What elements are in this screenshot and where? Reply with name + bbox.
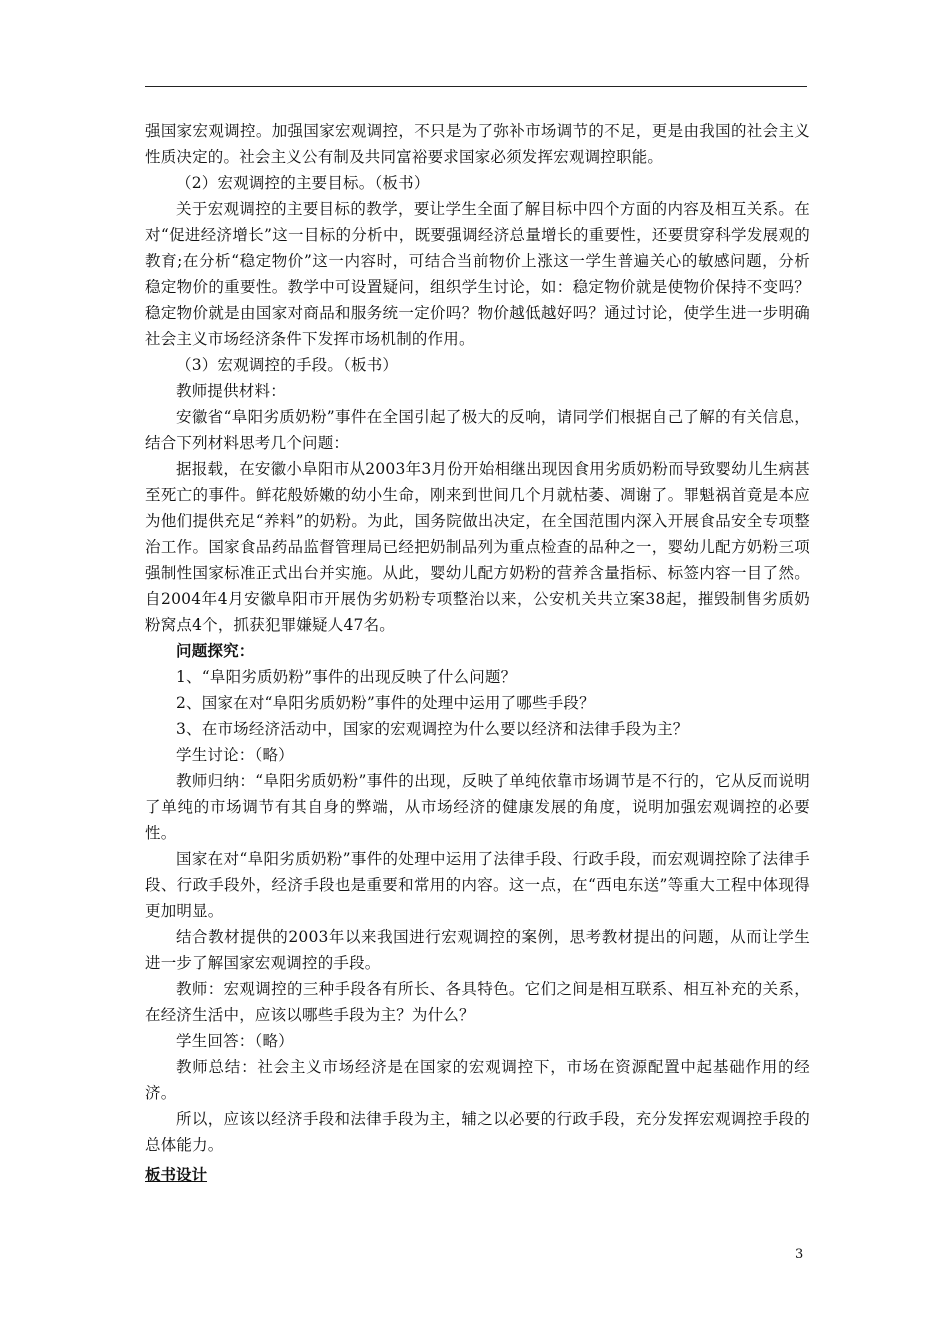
section-heading: 板书设计 xyxy=(145,1165,208,1184)
paragraph: （2）宏观调控的主要目标。（板书） xyxy=(176,174,430,192)
question-item: 3、在市场经济活动中，国家的宏观调控为什么要以经济和法律手段为主？ xyxy=(176,720,689,738)
paragraph: 强国家宏观调控。加强国家宏观调控，不只是为了弥补市场调节的不足，更是由我国的社会主义性质决定的。社会主义公有制及共同富裕要求国家必须发挥宏观调控职能。 xyxy=(145,122,810,166)
paragraph: 所以，应该以经济手段和法律手段为主，辅之以必要的行政手段，充分发挥宏观调控手段的总体能力。 xyxy=(145,1110,810,1154)
paragraph: （3）宏观调控的手段。（板书） xyxy=(176,356,399,374)
question-item: 2、国家在对“阜阳劣质奶粉”事件的处理中运用了哪些手段？ xyxy=(176,694,595,712)
paragraph: 教师总结：社会主义市场经济是在国家的宏观调控下，市场在资源配置中起基础作用的经济。 xyxy=(145,1058,810,1102)
paragraph: 教师归纳：“阜阳劣质奶粉”事件的出现，反映了单纯依靠市场调节是不行的，它从反而说明了单纯的市场调节有其自身的弊端，从市场经济的健康发展的角度，说明加强宏观调控的必要性。 xyxy=(145,772,810,842)
paragraph: 教师提供材料： xyxy=(176,382,286,400)
paragraph: 学生讨论：（略） xyxy=(176,746,294,764)
paragraph: 据报载，在安徽小阜阳市从2003年3月份开始相继出现因食用劣质奶粉而导致婴幼儿生病甚至死亡的事件。鲜花般娇嫩的幼小生命，刚来到世间几个月就枯萎、凋谢了。罪魁祸首竟是本应为他们提供充足“养料”的奶粉。为此，国务院做出决定，在全国范围内深入开展食品安全专项整治工作。国家食品药品监督管理局已经把奶制品列为重点检查的品种之一，婴幼儿配方奶粉三项强制性国家标准正式出台并实施。从此，婴幼儿配方奶粉的营养含量指标、标签内容一目了然。自2004年4月安徽阜阳市开展伪劣奶粉专项整治以来，公安机关共立案38起，摧毁制售劣质奶粉窝点4个，抓获犯罪嫌疑人47名。 xyxy=(145,460,810,634)
question-item: 1、“阜阳劣质奶粉”事件的出现反映了什么问题？ xyxy=(176,668,517,686)
header-rule xyxy=(145,86,807,87)
paragraph: 学生回答：（略） xyxy=(176,1032,294,1050)
question-heading: 问题探究： xyxy=(176,641,255,660)
paragraph: 国家在对“阜阳劣质奶粉”事件的处理中运用了法律手段、行政手段，而宏观调控除了法律手段、行政手段外，经济手段也是重要和常用的内容。这一点，在“西电东送”等重大工程中体现得更加明显。 xyxy=(145,850,810,920)
paragraph: 关于宏观调控的主要目标的教学，要让学生全面了解目标中四个方面的内容及相互关系。在对“促进经济增长”这一目标的分析中，既要强调经济总量增长的重要性，还要贯穿科学发展观的教育;在分析“稳定物价”这一内容时，可结合当前物价上涨这一学生普遍关心的敏感问题，分析稳定物价的重要性。教学中可设置疑问，组织学生讨论，如：稳定物价就是使物价保持不变吗？稳定物价就是由国家对商品和服务统一定价吗？物价越低越好吗？通过讨论，使学生进一步明确社会主义市场经济条件下发挥市场机制的作用。 xyxy=(145,200,810,348)
paragraph: 安徽省“阜阳劣质奶粉”事件在全国引起了极大的反响，请同学们根据自己了解的有关信息，结合下列材料思考几个问题： xyxy=(145,408,810,452)
page-number: 3 xyxy=(795,1247,804,1262)
body-text xyxy=(145,118,810,1158)
paragraph: 教师：宏观调控的三种手段各有所长、各具特色。它们之间是相互联系、相互补充的关系，在经济生活中，应该以哪些手段为主？为什么？ xyxy=(145,980,810,1024)
paragraph: 结合教材提供的2003年以来我国进行宏观调控的案例，思考教材提出的问题，从而让学生进一步了解国家宏观调控的手段。 xyxy=(145,928,810,972)
